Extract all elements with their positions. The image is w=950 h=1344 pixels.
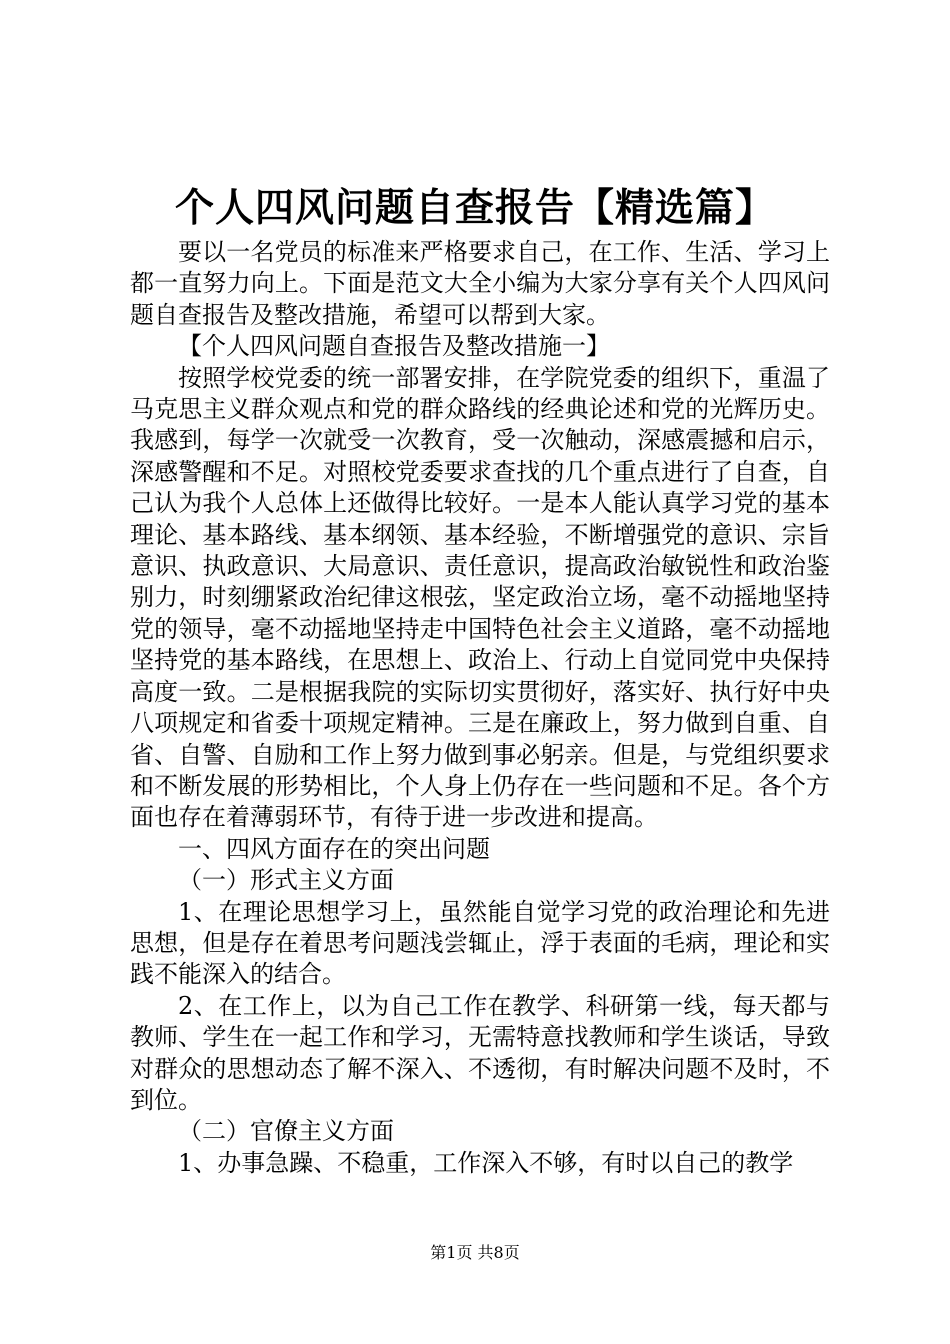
document-body: [130, 237, 830, 1179]
subsection-heading: 一、四风方面存在的突出问题: [178, 834, 490, 863]
section-heading: 【个人四风问题自查报告及整改措施一】: [178, 332, 610, 361]
body-paragraph: 1、在理论思想学习上，虽然能自觉学习党的政治理论和先进思想，但是存在着思考问题浅尝辄止，浮于表面的毛病，理论和实践不能深入的结合。: [130, 897, 830, 989]
subsection-heading: （二）官僚主义方面: [178, 1117, 394, 1146]
subsection-heading: （一）形式主义方面: [178, 866, 394, 895]
body-paragraph: 1、办事急躁、不稳重，工作深入不够，有时以自己的教学: [178, 1148, 794, 1177]
document-title: 个人四风问题自查报告【精选篇】: [174, 185, 775, 231]
body-paragraph: 2、在工作上，以为自己工作在教学、科研第一线，每天都与教师、学生在一起工作和学习，无需特意找教师和学生谈话，导致对群众的思想动态了解不深入、不透彻，有时解决问题不及时，不到位。: [130, 991, 830, 1114]
page-number-footer: 第1页 共8页: [430, 1243, 520, 1262]
body-paragraph: 按照学校党委的统一部署安排，在学院党委的组织下，重温了马克思主义群众观点和党的群众路线的经典论述和党的光辉历史。我感到，每学一次就受一次教育，受一次触动，深感震撼和启示，深感警醒和不足。对照校党委要求查找的几个重点进行了自查，自己认为我个人总体上还做得比较好。一是本人能认真学习党的基本理论、基本路线、基本纲领、基本经验，不断增强党的意识、宗旨意识、执政意识、大局意识、责任意识，提高政治敏锐性和政治鉴别力，时刻绷紧政治纪律这根弦，坚定政治立场，毫不动摇地坚持党的领导，毫不动摇地坚持走中国特色社会主义道路，毫不动摇地坚持党的基本路线，在思想上、政治上、行动上自觉同党中央保持高度一致。二是根据我院的实际切实贯彻好，落实好、执行好中央八项规定和省委十项规定精神。三是在廉政上，努力做到自重、自省、自警、自励和工作上努力做到事必躬亲。但是，与党组织要求和不断发展的形势相比，个人身上仍存在一些问题和不足。各个方面也存在着薄弱环节，有待于进一步改进和提高。: [130, 363, 830, 832]
intro-paragraph: 要以一名党员的标准来严格要求自己，在工作、生活、学习上都一直努力向上。下面是范文大全小编为大家分享有关个人四风问题自查报告及整改措施，希望可以帮到大家。: [130, 238, 830, 329]
